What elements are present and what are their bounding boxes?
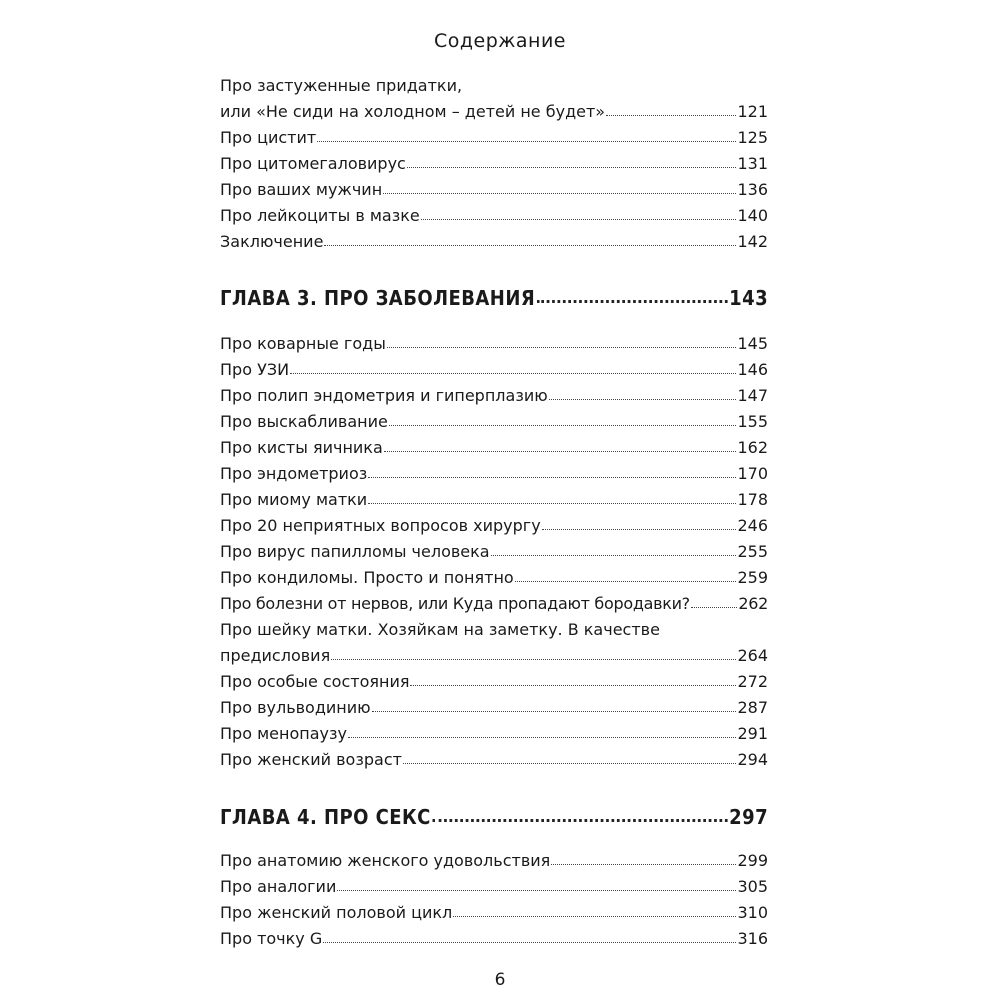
toc-entry[interactable] xyxy=(220,926,768,952)
dot-leader xyxy=(368,477,736,478)
toc-entry-page: 155 xyxy=(737,412,768,431)
toc-section-1 xyxy=(220,73,768,255)
toc-entry-title: Про полип эндометрия и гиперплазию xyxy=(220,386,548,405)
toc-entry[interactable] xyxy=(220,591,768,617)
dot-leader xyxy=(433,819,728,822)
toc-entry-page: 262 xyxy=(738,594,768,613)
toc-entry-title: Про кисты яичника xyxy=(220,438,383,457)
toc-entry[interactable] xyxy=(220,409,768,435)
dot-leader xyxy=(387,347,737,348)
toc-entry[interactable] xyxy=(220,125,768,151)
dot-leader xyxy=(368,503,736,504)
toc-entry-page: 287 xyxy=(737,698,768,717)
toc-entry-page: 140 xyxy=(737,206,768,225)
toc-entry-page: 316 xyxy=(737,929,768,948)
toc-entry-page: 310 xyxy=(737,903,768,922)
chapter-title: ГЛАВА 3. ПРО ЗАБОЛЕВАНИЯ xyxy=(220,286,536,310)
dot-leader xyxy=(389,425,737,426)
toc-entry-title: Про ваших мужчин xyxy=(220,180,383,199)
toc-entry[interactable] xyxy=(220,721,768,747)
dot-leader xyxy=(403,763,737,764)
dot-leader xyxy=(551,864,736,865)
toc-entry-page: 121 xyxy=(737,102,768,121)
toc-entry[interactable] xyxy=(220,435,768,461)
toc-entry-title: Про коварные годы xyxy=(220,334,386,353)
toc-entry[interactable] xyxy=(220,383,768,409)
dot-leader xyxy=(337,890,736,891)
toc-entry-page: 264 xyxy=(737,646,768,665)
toc-entry-title: Про цистит xyxy=(220,128,317,147)
toc-entry[interactable] xyxy=(220,747,768,773)
toc-entry-line: Про шейку матки. Хозяйкам на заметку. В качестве xyxy=(220,620,660,639)
dot-leader xyxy=(372,711,737,712)
toc-entry-title: Про точку G xyxy=(220,929,323,948)
toc-entry-title: Про анатомию женского удовольствия xyxy=(220,851,551,870)
toc-entry-title: Про выскабливание xyxy=(220,412,388,431)
toc-entry[interactable] xyxy=(220,669,768,695)
toc-entry-title: Про аналогии xyxy=(220,877,337,896)
dot-leader xyxy=(407,167,737,168)
toc-entry-title: Про эндометриоз xyxy=(220,464,368,483)
chapter-3-heading[interactable] xyxy=(220,286,768,310)
toc-entry-title: Про 20 неприятных вопросов хирургу xyxy=(220,516,541,535)
toc-entry-title: Про менопаузу xyxy=(220,724,347,743)
dot-leader xyxy=(491,555,737,556)
dot-leader xyxy=(348,737,737,738)
toc-entry-page: 145 xyxy=(737,334,768,353)
toc-entry-page: 125 xyxy=(737,128,768,147)
toc-entry-page: 146 xyxy=(737,360,768,379)
dot-leader xyxy=(542,529,737,530)
toc-entry-title: Про вульводинию xyxy=(220,698,371,717)
toc-entry-page: 162 xyxy=(737,438,768,457)
toc-entry[interactable] xyxy=(220,331,768,357)
toc-entry[interactable] xyxy=(220,229,768,255)
toc-entry[interactable] xyxy=(220,513,768,539)
toc-entry-page: 170 xyxy=(737,464,768,483)
toc-entry[interactable] xyxy=(220,539,768,565)
dot-leader xyxy=(384,451,737,452)
dot-leader xyxy=(606,115,736,116)
toc-entry-title: Про болезни от нервов, или Куда пропадают бородавки? xyxy=(220,594,690,613)
toc-entry-page: 305 xyxy=(737,877,768,896)
toc-entry-page: 147 xyxy=(737,386,768,405)
toc-section-3 xyxy=(220,848,768,952)
toc-entry-title: Про кондиломы. Просто и понятно xyxy=(220,568,514,587)
toc-entry[interactable] xyxy=(220,99,768,125)
page-title: Содержание xyxy=(434,30,566,52)
chapter-page: 143 xyxy=(729,286,769,310)
dot-leader xyxy=(317,141,736,142)
toc-entry[interactable] xyxy=(220,695,768,721)
dot-leader xyxy=(421,219,737,220)
dot-leader xyxy=(453,916,736,917)
toc-entry[interactable] xyxy=(220,565,768,591)
toc-entry[interactable] xyxy=(220,487,768,513)
toc-entry-title: предисловия xyxy=(220,646,331,665)
toc-entry-title: Про женский половой цикл xyxy=(220,903,453,922)
page-number: 6 xyxy=(494,970,506,990)
toc-entry[interactable] xyxy=(220,203,768,229)
toc-entry[interactable] xyxy=(220,151,768,177)
toc-entry[interactable] xyxy=(220,900,768,926)
toc-entry-title: Про миому матки xyxy=(220,490,368,509)
toc-entry-page: 294 xyxy=(737,750,768,769)
toc-entry-title: Про женский возраст xyxy=(220,750,402,769)
dot-leader xyxy=(383,193,736,194)
toc-entry[interactable] xyxy=(220,643,768,669)
toc-entry-title: Про вирус папилломы человека xyxy=(220,542,490,561)
toc-entry-page: 136 xyxy=(737,180,768,199)
dot-leader xyxy=(331,659,736,660)
chapter-page: 297 xyxy=(729,805,769,829)
toc-entry[interactable] xyxy=(220,461,768,487)
toc-entry[interactable] xyxy=(220,177,768,203)
toc-entry[interactable] xyxy=(220,848,768,874)
toc-entry-title: Заключение xyxy=(220,232,324,251)
toc-entry-page: 272 xyxy=(737,672,768,691)
toc-entry[interactable] xyxy=(220,874,768,900)
toc-entry-page: 255 xyxy=(737,542,768,561)
dot-leader xyxy=(691,607,737,608)
chapter-title: ГЛАВА 4. ПРО СЕКС xyxy=(220,805,431,829)
toc-entry-title: Про УЗИ xyxy=(220,360,290,379)
chapter-4-heading[interactable] xyxy=(220,805,768,829)
dot-leader xyxy=(324,245,736,246)
dot-leader xyxy=(515,581,737,582)
toc-entry-page: 178 xyxy=(737,490,768,509)
dot-leader xyxy=(537,300,727,303)
toc-section-2 xyxy=(220,331,768,773)
toc-entry-line: Про застуженные придатки, xyxy=(220,76,463,95)
toc-entry-page: 259 xyxy=(737,568,768,587)
dot-leader xyxy=(410,685,736,686)
toc-entry-title: или «Не сиди на холодном – детей не будет» xyxy=(220,102,606,121)
toc-entry-page: 131 xyxy=(737,154,768,173)
dot-leader xyxy=(290,373,736,374)
toc-entry-page: 291 xyxy=(737,724,768,743)
toc-entry-title: Про особые состояния xyxy=(220,672,410,691)
toc-entry-page: 142 xyxy=(737,232,768,251)
toc-entry-page: 299 xyxy=(737,851,768,870)
toc-entry-page: 246 xyxy=(737,516,768,535)
toc-entry-title: Про лейкоциты в мазке xyxy=(220,206,420,225)
toc-entry[interactable] xyxy=(220,357,768,383)
dot-leader xyxy=(323,942,736,943)
dot-leader xyxy=(549,399,737,400)
toc-entry-title: Про цитомегаловирус xyxy=(220,154,406,173)
